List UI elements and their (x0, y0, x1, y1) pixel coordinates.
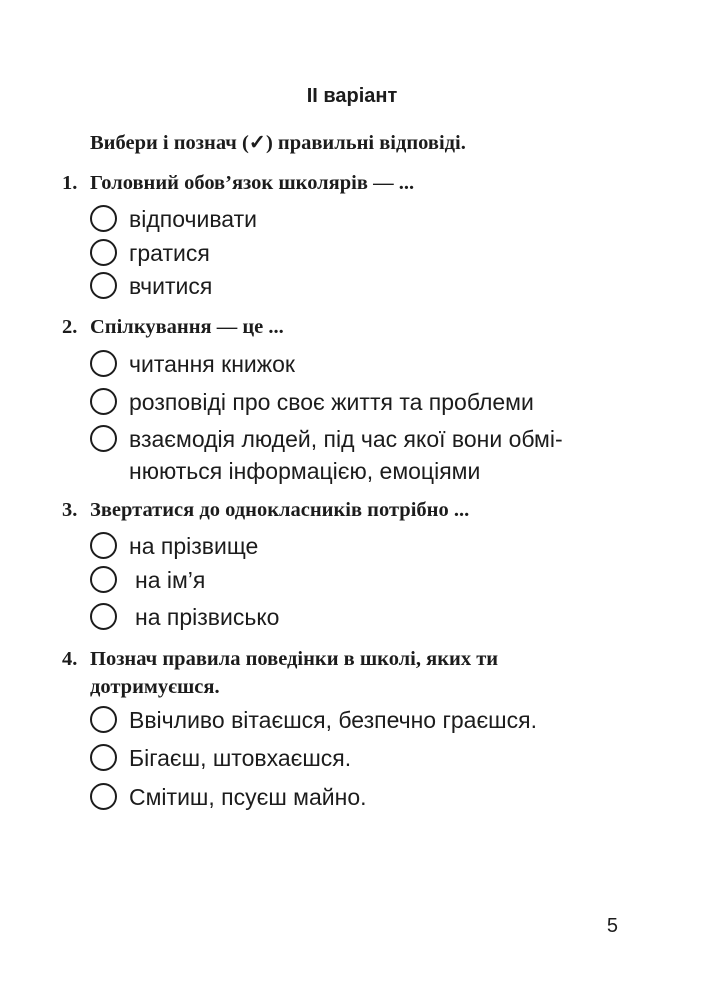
option-label: вчитися (129, 273, 213, 299)
option-label: гратися (129, 240, 210, 266)
option-label: взаємодія людей, під час якої вони обмі- нюються інформацією, емоціями (129, 426, 563, 484)
circle-checkbox[interactable] (90, 272, 117, 299)
circle-checkbox[interactable] (90, 566, 117, 593)
question-text: Спілкування — це ... (90, 316, 284, 338)
option-label: відпочивати (129, 206, 257, 232)
circle-checkbox[interactable] (90, 388, 117, 415)
question-text: Звертатися до однокласників потрібно ... (90, 499, 470, 521)
question-number: 2. (62, 316, 78, 338)
circle-checkbox[interactable] (90, 205, 117, 232)
option-label: на ім’я (135, 567, 206, 593)
question-2 (62, 313, 632, 341)
option-label: на прізвище (129, 533, 259, 559)
variant-title: II варіант (306, 85, 398, 107)
circle-checkbox[interactable] (90, 744, 117, 771)
question-text: Познач правила поведінки в школі, яких ти дотримуєшся. (90, 648, 499, 698)
option-label: Смітиш, псуєш майно. (129, 784, 367, 810)
question-text: Головний обов’язок школярів — ... (90, 172, 415, 194)
question-4 (62, 645, 632, 701)
page-number: 5 (606, 915, 618, 937)
question-1 (62, 169, 632, 197)
circle-checkbox[interactable] (90, 706, 117, 733)
question-number: 3. (62, 499, 78, 521)
circle-checkbox[interactable] (90, 783, 117, 810)
circle-checkbox[interactable] (90, 532, 117, 559)
circle-checkbox[interactable] (90, 350, 117, 377)
question-number: 1. (62, 172, 78, 194)
option-label: Ввічливо вітаєшся, безпечно граєшся. (129, 707, 537, 733)
question-number: 4. (62, 648, 78, 670)
option-label: розповіді про своє життя та проблеми (129, 389, 534, 415)
circle-checkbox[interactable] (90, 239, 117, 266)
question-3 (62, 496, 632, 524)
option-label: Бігаєш, штовхаєшся. (129, 745, 352, 771)
option-label: на прізвисько (135, 604, 280, 630)
instruction: Вибери і познач (✓) правильні відповіді. (90, 132, 466, 154)
circle-checkbox[interactable] (90, 425, 117, 452)
circle-checkbox[interactable] (90, 603, 117, 630)
option-label: читання книжок (129, 351, 295, 377)
